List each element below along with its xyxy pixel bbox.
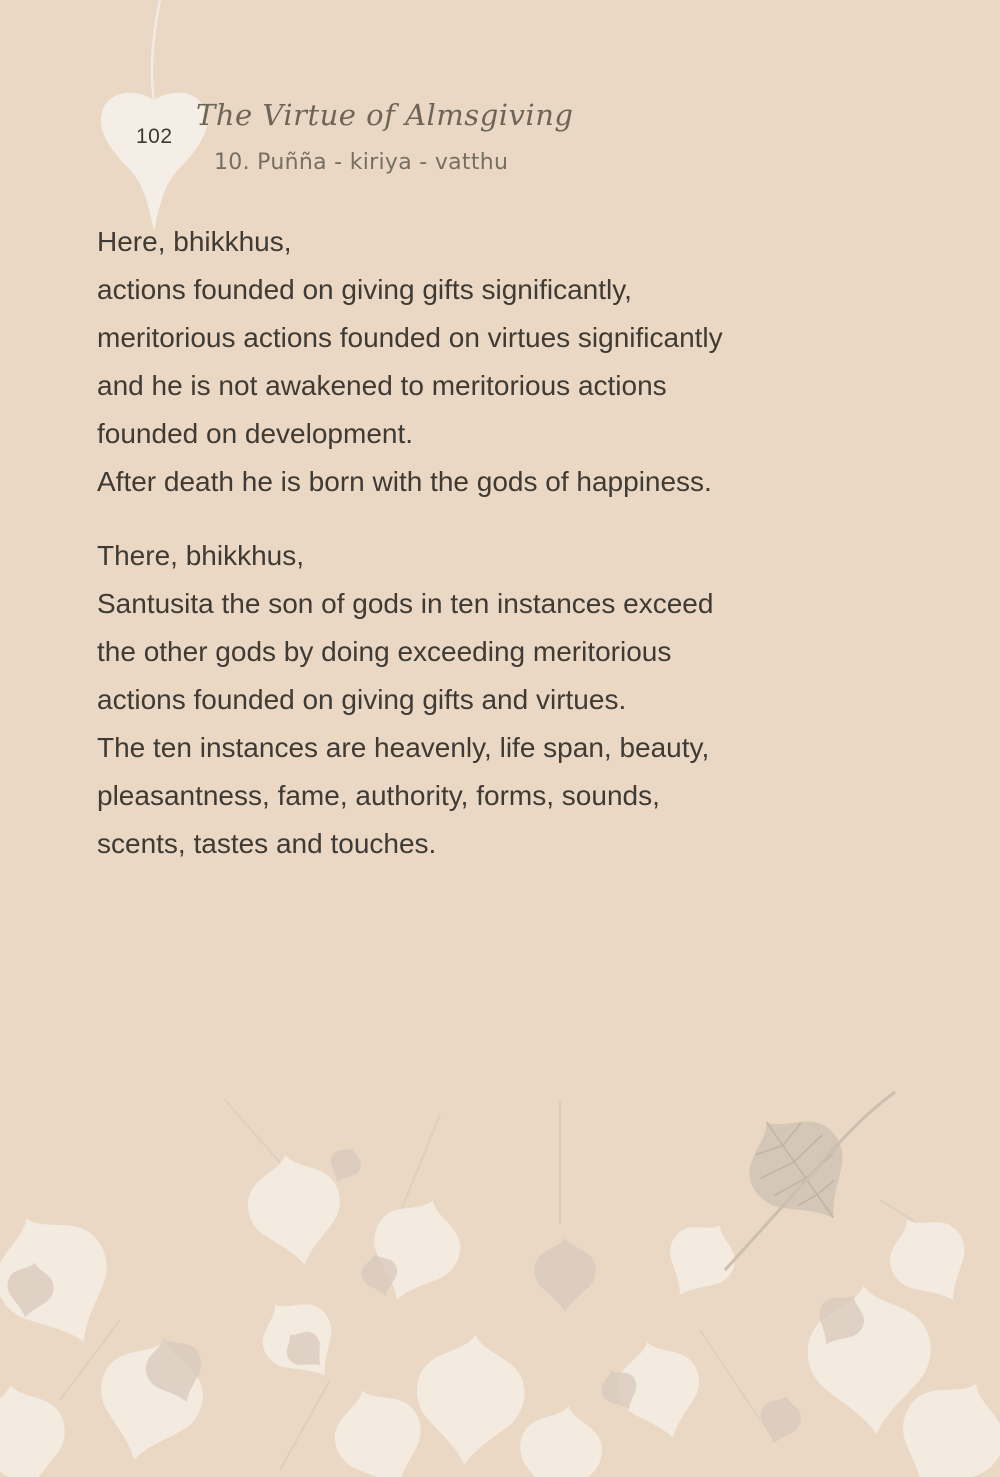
text-line: There, bhikkhus, — [97, 540, 304, 571]
text-line: The ten instances are heavenly, life span, beauty, — [97, 732, 710, 763]
text-line: Santusita the son of gods in ten instances exceed — [97, 588, 714, 619]
text-line: the other gods by doing exceeding meritorious — [97, 636, 672, 667]
chapter-title: 10. Puñña - kiriya - vatthu — [214, 150, 509, 175]
body-text — [97, 218, 857, 868]
text-line: founded on development. — [97, 418, 414, 449]
text-line: actions founded on giving gifts and virtues. — [97, 684, 627, 715]
page-number: 102 — [136, 125, 173, 148]
text-line: pleasantness, fame, authority, forms, sounds, — [97, 780, 660, 811]
text-line: actions founded on giving gifts significantly, — [97, 274, 632, 305]
text-line: and he is not awakened to meritorious actions — [97, 370, 667, 401]
book-title: The Virtue of Almsgiving — [196, 98, 574, 132]
text-line: Here, bhikkhus, — [97, 226, 292, 257]
text-line: After death he is born with the gods of happiness. — [97, 466, 712, 497]
text-line: meritorious actions founded on virtues significantly — [97, 322, 723, 353]
paragraph — [97, 532, 857, 868]
paragraph — [97, 218, 857, 506]
text-line: scents, tastes and touches. — [97, 828, 437, 859]
